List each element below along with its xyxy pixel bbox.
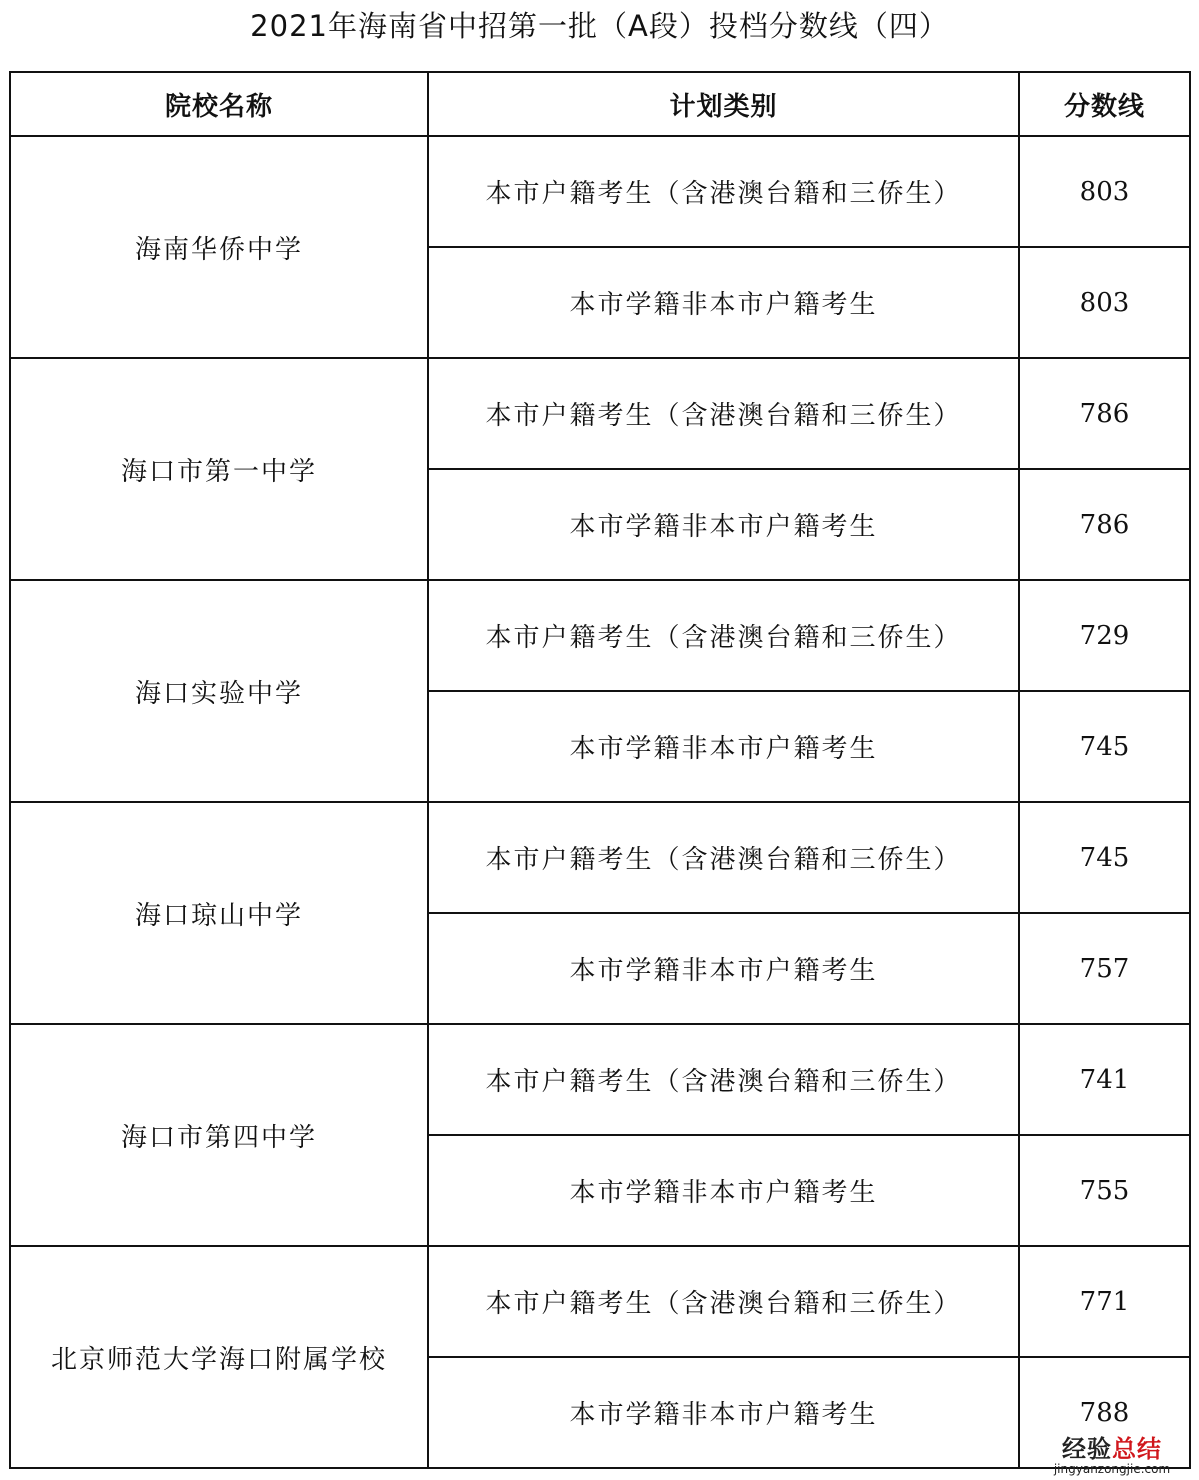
score-table: [9, 71, 1191, 1469]
header-school-name: 院校名称: [10, 72, 428, 136]
category-cell: 本市户籍考生（含港澳台籍和三侨生）: [428, 580, 1019, 691]
watermark-url: jingyanzongjie.com: [1053, 1462, 1171, 1476]
score-cell: 757: [1019, 913, 1190, 1024]
score-cell: 745: [1019, 802, 1190, 913]
score-cell: 729: [1019, 580, 1190, 691]
school-name-cell: 海口市第四中学: [10, 1024, 428, 1246]
watermark-text-black: 经验: [1062, 1435, 1112, 1463]
category-cell: 本市户籍考生（含港澳台籍和三侨生）: [428, 1024, 1019, 1135]
score-cell: 786: [1019, 469, 1190, 580]
category-cell: 本市户籍考生（含港澳台籍和三侨生）: [428, 358, 1019, 469]
category-cell: 本市户籍考生（含港澳台籍和三侨生）: [428, 1246, 1019, 1357]
school-name-cell: 海南华侨中学: [10, 136, 428, 358]
score-cell: 771: [1019, 1246, 1190, 1357]
table-header-row: [10, 72, 1190, 136]
table-row: [10, 1024, 1190, 1135]
score-cell: 755: [1019, 1135, 1190, 1246]
category-cell: 本市户籍考生（含港澳台籍和三侨生）: [428, 136, 1019, 247]
category-cell: 本市学籍非本市户籍考生: [428, 1357, 1019, 1468]
score-cell: 803: [1019, 247, 1190, 358]
table-row: [10, 136, 1190, 247]
school-name-cell: 北京师范大学海口附属学校: [10, 1246, 428, 1468]
score-cell: 803: [1019, 136, 1190, 247]
category-cell: 本市学籍非本市户籍考生: [428, 469, 1019, 580]
category-cell: 本市学籍非本市户籍考生: [428, 913, 1019, 1024]
category-cell: 本市学籍非本市户籍考生: [428, 247, 1019, 358]
watermark-text-red: 总结: [1112, 1435, 1162, 1463]
table-row: [10, 802, 1190, 913]
page-title: 2021年海南省中招第一批（A段）投档分数线（四）: [250, 9, 949, 43]
score-cell: 786: [1019, 358, 1190, 469]
category-cell: 本市学籍非本市户籍考生: [428, 1135, 1019, 1246]
table-row: [10, 358, 1190, 469]
score-cell: 788: [1019, 1357, 1190, 1468]
school-name-cell: 海口实验中学: [10, 580, 428, 802]
score-cell: 741: [1019, 1024, 1190, 1135]
table-row: [10, 1246, 1190, 1357]
category-cell: 本市学籍非本市户籍考生: [428, 691, 1019, 802]
category-cell: 本市户籍考生（含港澳台籍和三侨生）: [428, 802, 1019, 913]
table-row: [10, 580, 1190, 691]
header-plan-category: 计划类别: [428, 72, 1019, 136]
header-score-line: 分数线: [1019, 72, 1190, 136]
score-cell: 745: [1019, 691, 1190, 802]
school-name-cell: 海口市第一中学: [10, 358, 428, 580]
school-name-cell: 海口琼山中学: [10, 802, 428, 1024]
